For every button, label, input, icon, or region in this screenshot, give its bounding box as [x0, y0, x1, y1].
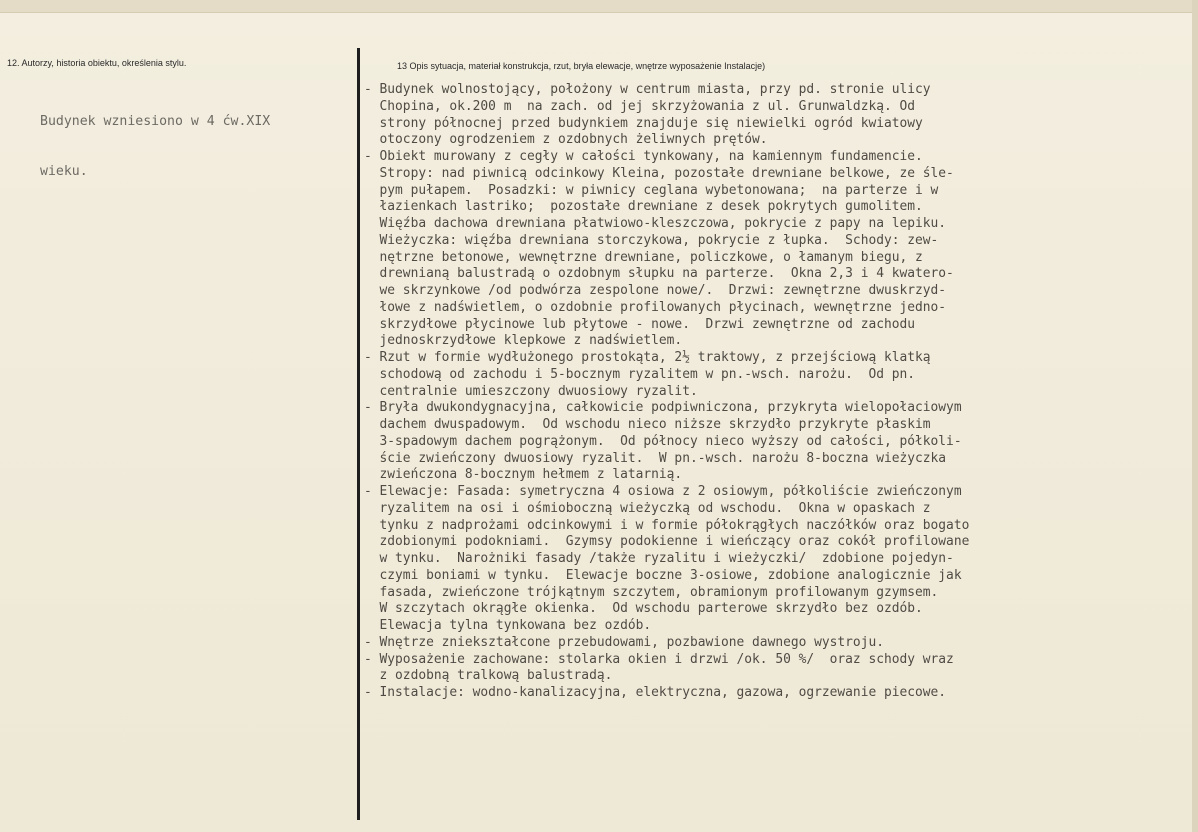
section-12-heading: 12. Autorzy, historia obiektu, określenia stylu. [7, 58, 187, 68]
section-13-line: 3-spadowym dachem pogrążonym. Od północy nieco wyższy od całości, półkoli- [364, 433, 962, 449]
section-13-line: Wieżyczka: więźba drewniana storczykowa, pokrycie z łupka. Schody: zew- [364, 232, 939, 248]
section-13-line: W szczytach okrągłe okienka. Od wschodu parterowe skrzydło bez ozdób. [364, 601, 923, 617]
section-13-line: Więźba dachowa drewniana płatwiowo-kleszczowa, pokrycie z papy na lepiku. [364, 216, 947, 231]
section-13-heading: 13 Opis sytuacja, materiał konstrukcja, rzut, bryła elewacje, wnętrze wyposażenie Instalacje) [397, 61, 766, 71]
section-13-line: we skrzynkowe /od podwórza zespolone nowe/. Drzwi: zewnętrzne dwuskrzyd- [364, 283, 947, 298]
section-13-line: zwieńczona 8-bocznym hełmem z latarnią. [364, 467, 683, 483]
section-13-line: - Wyposażenie zachowane: stolarka okien i drzwi /ok. 50 %/ oraz schody wraz [364, 651, 954, 667]
section-12-body [40, 80, 350, 214]
section-13-line: nętrzne betonowe, wewnętrzne drewniane, policzkowe, o łamanym biegu, z [364, 249, 923, 265]
section-13-line: drewnianą balustradą o ozdobnym słupku na parterze. Okna 2,3 i 4 kwatero- [364, 266, 954, 282]
section-13-line: - Elewacje: Fasada: symetryczna 4 osiowa z 2 osiowym, półkoliście zwieńczonym [364, 484, 962, 499]
section-13-line: łowe z nadświetlem, o ozdobnie profilowanych płycinach, wewnętrzne jedno- [364, 299, 947, 315]
card-top-edge [0, 0, 1198, 13]
section-13-line: schodową od zachodu i 5-bocznym ryzalitem w pn.-wsch. narożu. Od pn. [364, 366, 916, 382]
card-right-edge [1192, 0, 1198, 832]
section-13-line: łazienkach lastriko; pozostałe drewniane z desek pokrytych gumolitem. [364, 199, 923, 215]
section-13-line: - Rzut w formie wydłużonego prostokąta, 2½ traktowy, z przejściową klatką [364, 350, 931, 365]
section-13-line: fasada, zwieńczone trójkątnym szczytem, obramionym profilowanym gzymsem. [364, 584, 939, 600]
section-13-line: zdobionymi podokniami. Gzymsy podokienne i wieńczący oraz cokół profilowane [364, 534, 970, 550]
section-13-line: otoczony ogrodzeniem z ozdobnych żeliwnych prętów. [364, 132, 768, 148]
section-13-line: - Bryła dwukondygnacyjna, całkowicie podpiwniczona, przykryta wielopołaciowym [364, 400, 962, 416]
section-13-line: w tynku. Narożniki fasady /także ryzalitu i wieżyczki/ zdobione pojedyn- [364, 551, 954, 566]
section-13-line: skrzydłowe płycinowe lub płytowe - nowe. Drzwi zewnętrzne od zachodu [364, 316, 916, 332]
section-13-line: - Budynek wolnostojący, położony w centrum miasta, przy pd. stronie ulicy [364, 82, 931, 97]
section-13-line: czymi boniami w tynku. Elewacje boczne 3-osiowe, zdobione analogicznie jak [364, 567, 962, 583]
section-13-line: ryzalitem na osi i ośmioboczną wieżyczką od wschodu. Okna w opaskach z [364, 500, 931, 516]
section-12-line: Budynek wzniesiono w 4 ćw.XIX [40, 113, 271, 129]
section-13-line: Stropy: nad piwnicą odcinkowy Kleina, pozostałe drewniane belkowe, ze śle- [364, 165, 954, 181]
section-12-line: wieku. [40, 163, 88, 179]
column-divider [357, 48, 360, 820]
section-13-line: strony północnej przed budynkiem znajduje się niewielki ogród kwiatowy [364, 115, 923, 131]
section-13-line: tynku z nadprożami odcinkowymi i w formie półokrągłych naczółków oraz bogato [364, 517, 970, 533]
section-13-line: - Instalacje: wodno-kanalizacyjna, elektryczna, gazowa, ogrzewanie piecowe. [364, 685, 947, 700]
section-13-line: dachem dwuspadowym. Od wschodu nieco niższe skrzydło przykryte płaskim [364, 417, 931, 432]
section-13-line: - Obiekt murowany z cegły w całości tynkowany, na kamiennym fundamencie. [364, 149, 923, 164]
section-13-line: Elewacja tylna tynkowana bez ozdób. [364, 618, 652, 633]
section-13-line: centralnie umieszczony dwuosiowy ryzalit. [364, 383, 698, 399]
section-13-line: Chopina, ok.200 m na zach. od jej skrzyżowania z ul. Grunwaldzką. Od [364, 98, 916, 114]
section-13-line: z ozdobną tralkową balustradą. [364, 668, 613, 684]
section-13-line: pym pułapem. Posadzki: w piwnicy ceglana wybetonowana; na parterze i w [364, 182, 939, 198]
section-13-body [364, 82, 1164, 702]
section-13-line: ście zwieńczony dwuosiowy ryzalit. W pn.-wsch. narożu 8-boczna wieżyczka [364, 450, 947, 466]
section-13-line: jednoskrzydłowe klepkowe z nadświetlem. [364, 333, 683, 349]
section-13-line: - Wnętrze zniekształcone przebudowami, pozbawione dawnego wystroju. [364, 634, 884, 650]
